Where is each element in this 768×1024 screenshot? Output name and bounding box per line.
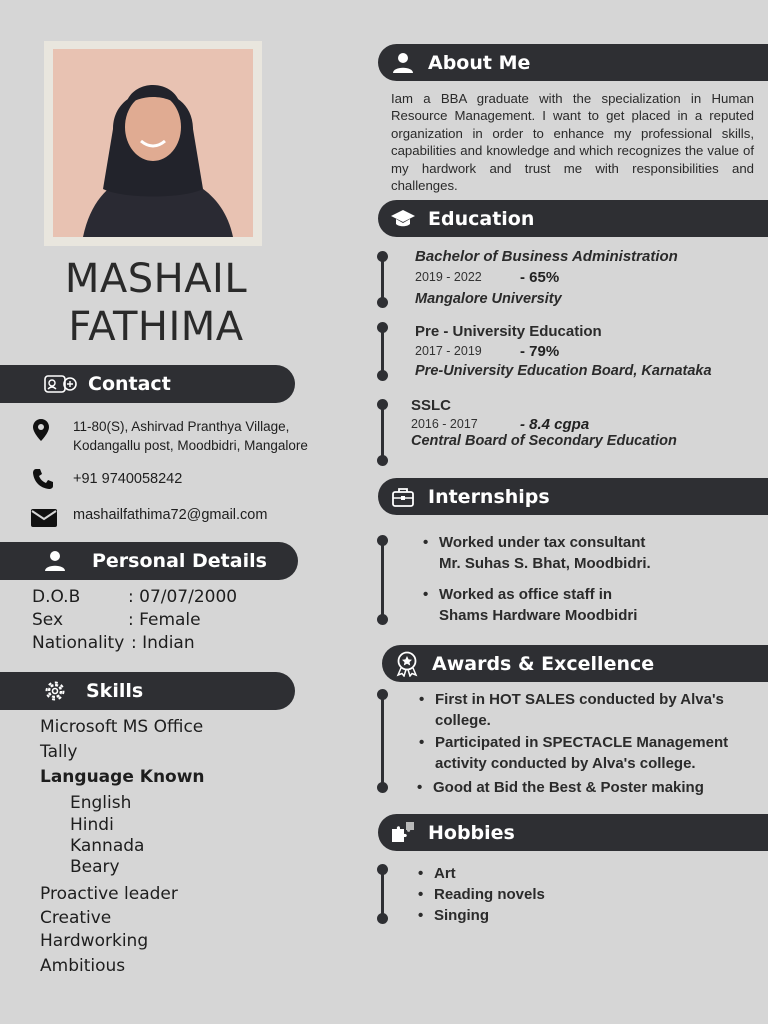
dob-label: D.O.B — [32, 587, 81, 607]
internships-header — [378, 478, 768, 515]
edu-score: - 65% — [520, 269, 560, 286]
address-line-2: Kodangallu post, Moodbidri, Mangalore — [73, 438, 308, 453]
timeline-dot — [377, 251, 388, 262]
personal-details-header — [0, 542, 298, 580]
timeline-dot — [377, 399, 388, 410]
puzzle-icon — [390, 820, 416, 846]
edu-title: Bachelor of Business Administration — [415, 248, 678, 265]
language-item: Hindi — [70, 815, 114, 835]
timeline-dot — [377, 535, 388, 546]
briefcase-icon — [390, 484, 416, 510]
contact-heading: Contact — [88, 373, 171, 395]
timeline-dot — [377, 782, 388, 793]
about-header — [378, 44, 768, 81]
timeline-dot — [377, 322, 388, 333]
edu-institution: Mangalore University — [415, 291, 562, 307]
hobbies-header — [378, 814, 768, 851]
nationality-value: : Indian — [131, 633, 195, 653]
language-heading: Language Known — [40, 767, 205, 787]
hobby-item: • Art — [434, 863, 456, 884]
contact-address — [73, 417, 308, 455]
internship-item: • Worked as office staff in Shams Hardware Moodbidri — [439, 584, 637, 626]
personal-details-heading: Personal Details — [92, 550, 267, 572]
skills-header — [0, 672, 295, 710]
education-heading: Education — [428, 207, 535, 230]
timeline-dot — [377, 370, 388, 381]
language-item: English — [70, 793, 132, 813]
profile-photo-frame — [44, 41, 262, 246]
contact-phone[interactable]: +91 9740058242 — [73, 471, 183, 487]
awards-header — [382, 645, 768, 682]
skill-item: Creative — [40, 908, 112, 928]
graduation-cap-icon — [390, 206, 416, 232]
gear-icon — [44, 680, 68, 702]
timeline-dot — [377, 864, 388, 875]
contact-email[interactable]: mashailfathima72@gmail.com — [73, 507, 268, 523]
sex-value: : Female — [128, 610, 201, 630]
contact-header — [0, 365, 295, 403]
skill-item: Hardworking — [40, 931, 149, 951]
hobby-item: • Singing — [434, 905, 489, 926]
dob-value: : 07/07/2000 — [128, 587, 238, 607]
sex-label: Sex — [32, 610, 64, 630]
edu-years: 2019 - 2022 — [415, 270, 482, 284]
skill-item: Microsoft MS Office — [40, 717, 204, 737]
skill-item: Tally — [40, 742, 78, 762]
about-text: Iam a BBA graduate with the specialization in Human Resource Management. I want to get placed in a reputed organization in order to enhance my professional skills, capabilities and knowledge and which recognizes the value of my hardwork and trust me with responsibilities and challenges. — [391, 91, 754, 194]
skill-item: Proactive leader — [40, 884, 178, 904]
award-item: • Good at Bid the Best & Poster making — [433, 777, 704, 798]
education-header — [378, 200, 768, 237]
internship-item: • Worked under tax consultant Mr. Suhas S. Bhat, Moodbidri. — [439, 532, 651, 574]
profile-photo — [53, 49, 253, 237]
timeline-dot — [377, 455, 388, 466]
edu-score: - 8.4 cgpa — [520, 416, 590, 433]
about-heading: About Me — [428, 51, 531, 74]
address-line-1: 11-80(S), Ashirvad Pranthya Village, — [73, 419, 290, 434]
hobby-item: • Reading novels — [434, 884, 545, 905]
location-pin-icon — [32, 418, 50, 447]
skills-heading: Skills — [86, 680, 144, 702]
edu-title: Pre - University Education — [415, 323, 602, 340]
first-name: MASHAIL — [64, 256, 248, 302]
language-item: Beary — [70, 857, 120, 877]
awards-heading: Awards & Excellence — [432, 652, 655, 675]
timeline-dot — [377, 689, 388, 700]
person-icon — [390, 50, 416, 76]
mail-icon — [31, 508, 57, 533]
hobbies-timeline-line — [381, 869, 384, 919]
award-item: • Participated in SPECTACLE Management activity conducted by Alva's college. — [435, 732, 728, 774]
hobbies-heading: Hobbies — [428, 821, 515, 844]
skill-item: Ambitious — [40, 956, 126, 976]
person-icon — [44, 550, 68, 572]
awards-timeline-line — [381, 694, 384, 788]
edu-years: 2017 - 2019 — [415, 344, 482, 358]
phone-icon — [31, 467, 55, 496]
internships-timeline-line — [381, 540, 384, 620]
timeline-dot — [377, 297, 388, 308]
contact-card-icon — [44, 372, 78, 396]
education-timeline-line — [381, 404, 384, 460]
internships-heading: Internships — [428, 485, 550, 508]
last-name: FATHIMA — [68, 304, 244, 350]
edu-years: 2016 - 2017 — [411, 417, 478, 431]
edu-institution: Pre-University Education Board, Karnataka — [415, 363, 712, 379]
edu-institution: Central Board of Secondary Education — [411, 433, 677, 449]
timeline-dot — [377, 614, 388, 625]
award-icon — [394, 651, 420, 677]
nationality-label: Nationality — [32, 633, 125, 653]
award-item: • First in HOT SALES conducted by Alva's college. — [435, 689, 724, 731]
edu-score: - 79% — [520, 343, 560, 360]
edu-title: SSLC — [411, 397, 452, 414]
language-item: Kannada — [70, 836, 145, 856]
timeline-dot — [377, 913, 388, 924]
